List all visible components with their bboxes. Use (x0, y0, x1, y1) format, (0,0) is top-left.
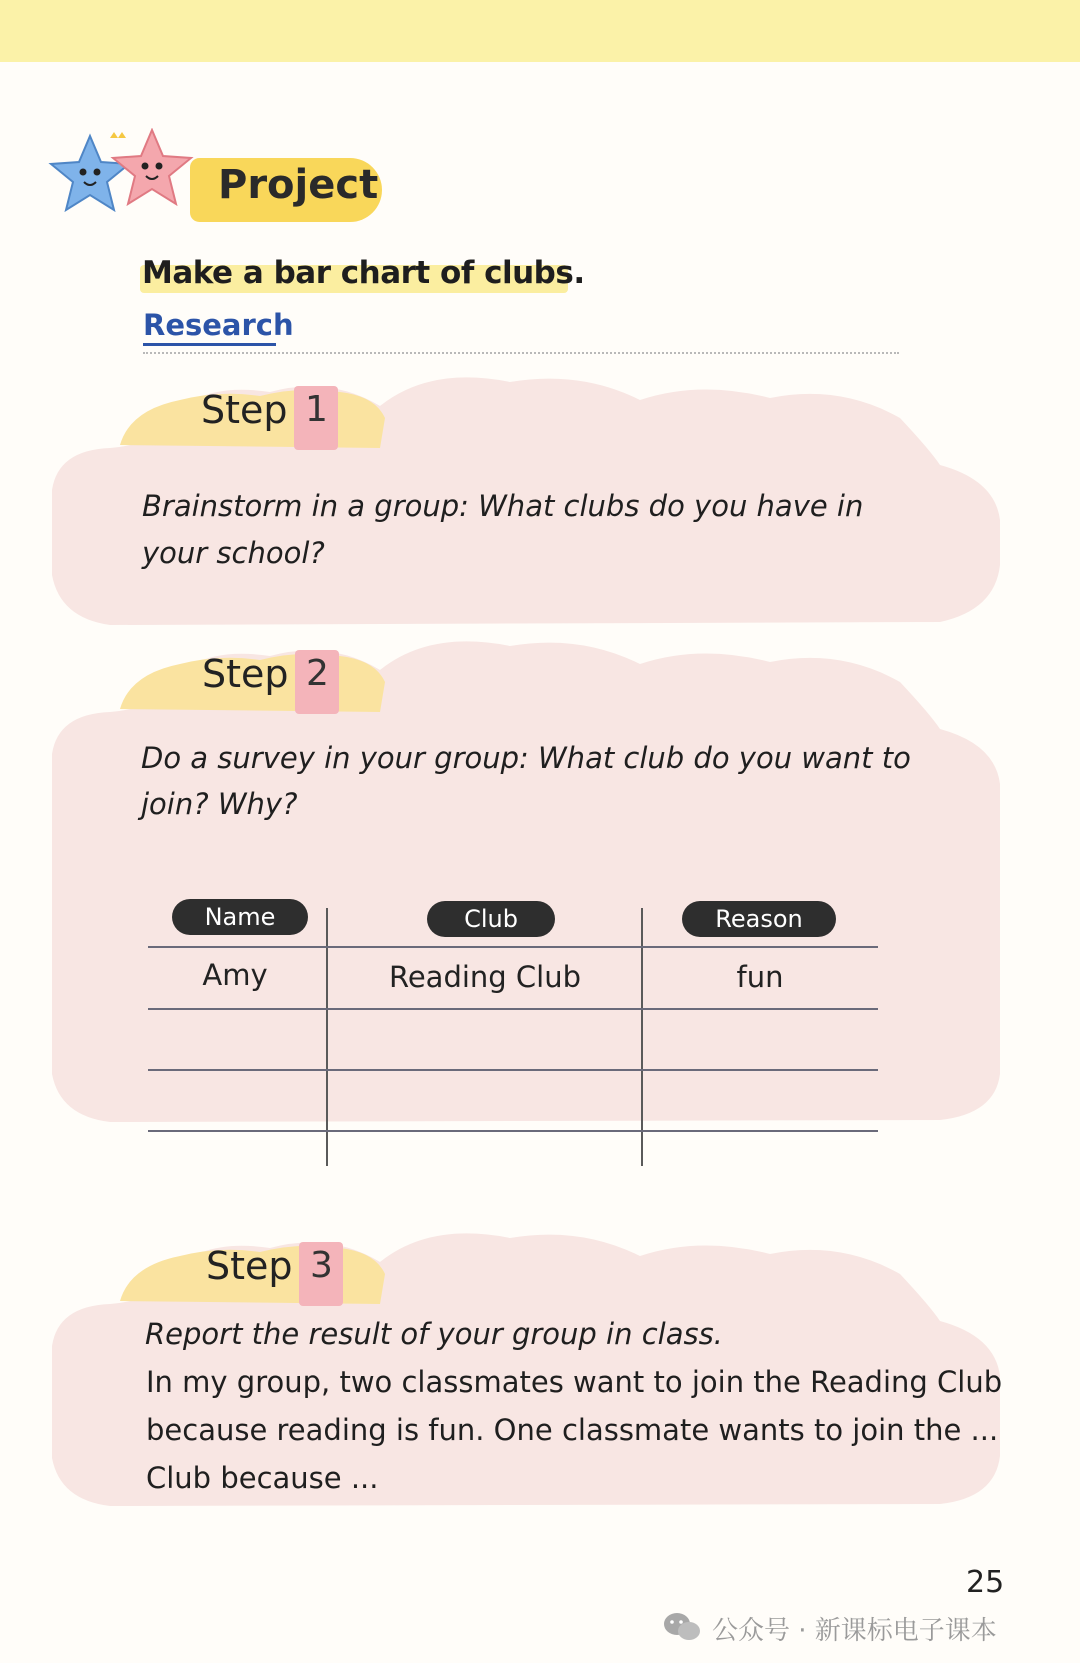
step-2-number: 2 (306, 653, 329, 694)
project-instruction: Make a bar chart of clubs. (142, 255, 585, 291)
table-header-club: Club (427, 901, 555, 937)
table-row-line (148, 1008, 878, 1010)
step-3-card (40, 1226, 1020, 1516)
table-cell: Reading Club (388, 960, 582, 994)
table-row-line (148, 1130, 878, 1132)
research-underline (143, 343, 276, 346)
step-2-label: Step (202, 652, 289, 696)
step-2-text-line-1: Do a survey in your group: What club do you want to (141, 741, 911, 775)
step-2-text-line-2: join? Why? (141, 787, 298, 821)
research-heading: Research (143, 308, 294, 342)
table-header-name: Name (172, 899, 308, 935)
wechat-icon (662, 1611, 702, 1643)
mascot-stars-icon (40, 128, 210, 228)
table-cell: Amy (202, 958, 268, 992)
table-row-line (148, 946, 878, 948)
step-1-text-line-1: Brainstorm in a group: What clubs do you have in (142, 489, 864, 523)
step-1-text-line-2: your school? (142, 536, 325, 570)
step-3-text-line-2: because reading is fun. One classmate wants to join the ... (146, 1413, 999, 1447)
step-2-card (40, 634, 1020, 1134)
step-1-card (40, 370, 1020, 640)
table-row-line (148, 1069, 878, 1071)
table-header-reason: Reason (682, 901, 836, 937)
project-title: Project (218, 162, 379, 208)
step-3-text-line-3: Club because ... (146, 1461, 379, 1495)
top-color-band (0, 0, 1080, 62)
step-3-text-line-1: In my group, two classmates want to join the Reading Club (146, 1365, 1003, 1399)
watermark-text: 公众号 · 新课标电子课本 (712, 1616, 997, 1646)
step-3-label: Step (206, 1244, 293, 1288)
table-cell: fun (736, 960, 784, 994)
step-1-number: 1 (305, 389, 328, 430)
step-1-label: Step (201, 388, 288, 432)
step-3-italic-line: Report the result of your group in class. (145, 1317, 723, 1351)
page-number: 25 (966, 1565, 1005, 1600)
step-3-number: 3 (310, 1245, 333, 1286)
dotted-divider (143, 352, 899, 354)
